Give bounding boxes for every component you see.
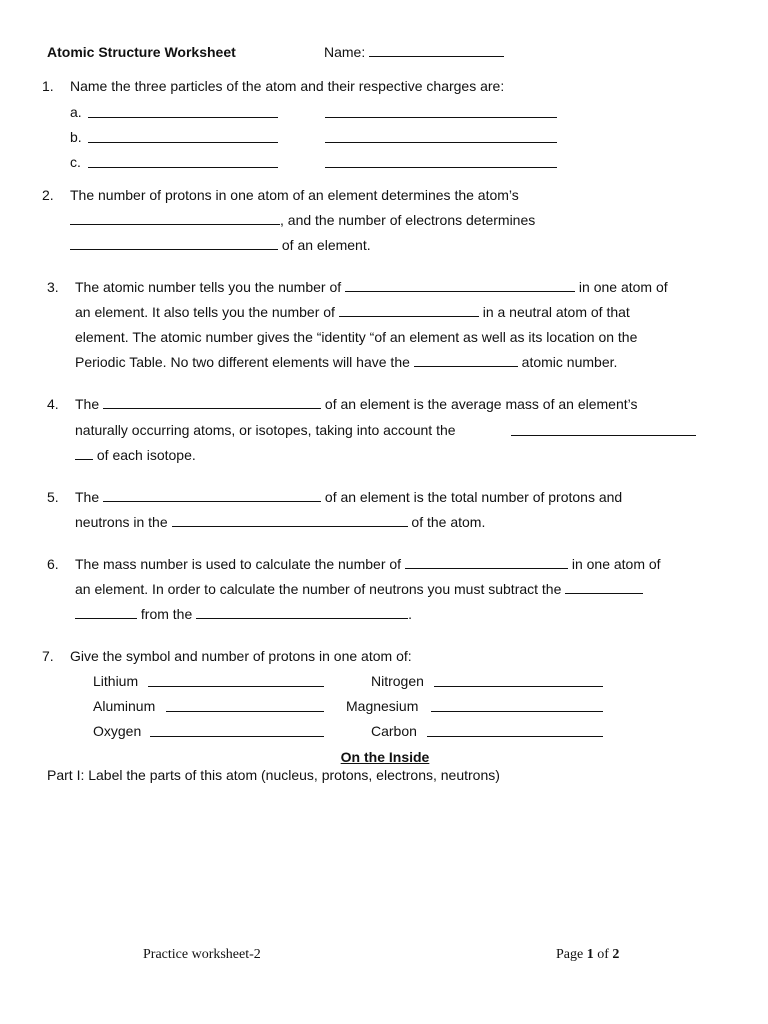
q2-line3 [70,236,371,254]
q6-blank-2a[interactable] [565,580,643,594]
q4-l1-before: The [75,396,100,412]
q5-number: 5. [47,489,59,505]
q5-l1-before: The [75,489,100,505]
q7-nitrogen-blank[interactable] [434,686,603,687]
page-of: of [593,947,613,962]
q2-blank-2[interactable] [70,236,278,250]
q3-l2-after: in a neutral atom of that [482,304,630,320]
q3-blank-2[interactable] [339,303,479,317]
q5-blank-1[interactable] [103,488,321,502]
page-total: 2 [612,947,620,962]
q3-number: 3. [47,279,59,295]
q4-blank-1[interactable] [103,395,321,409]
q4-blank-2b[interactable] [75,446,93,460]
q6-blank-3[interactable] [196,605,408,619]
worksheet-title: Atomic Structure Worksheet [47,44,236,60]
name-label [324,43,504,61]
q1a-particle-blank[interactable] [88,117,278,118]
q6-l1-after: in one atom of [571,556,661,572]
q1c-particle-blank[interactable] [88,167,278,168]
part1-instructions: Part I: Label the parts of this atom (nucleus, protons, electrons, neutrons) [47,767,500,783]
q1c-charge-blank[interactable] [325,167,557,168]
q3-l2-before: an element. It also tells you the number of [75,304,335,320]
q7-element-oxygen: Oxygen [93,723,142,739]
q5-line1 [75,488,622,506]
q6-l2-before: an element. In order to calculate the number of neutrons you must subtract the [75,581,562,597]
q7-text: Give the symbol and number of protons in one atom of: [70,648,412,664]
q5-line2 [75,513,485,531]
page-current: 1 [586,947,594,962]
q1-number: 1. [42,78,54,94]
q5-blank-2[interactable] [172,513,408,527]
q2-line3-text: of an element. [278,237,371,253]
q6-line1 [75,555,661,573]
q2-number: 2. [42,187,54,203]
q6-blank-1[interactable] [405,555,568,569]
q6-blank-2b[interactable] [75,605,137,619]
q4-l3-text: of each isotope. [96,447,196,463]
q1b-charge-blank[interactable] [325,142,557,143]
q4-l1-after: of an element is the average mass of an element’s [324,396,638,412]
q4-line3 [75,446,196,464]
q7-lithium-blank[interactable] [148,686,324,687]
section-title: On the Inside [340,749,430,765]
q3-l4-before: Periodic Table. No two different elements will have the [75,354,410,370]
q4-number: 4. [47,396,59,412]
footer-page-number [556,946,619,964]
q4-line2: naturally occurring atoms, or isotopes, taking into account the [75,422,456,438]
q7-number: 7. [42,648,54,664]
q1a-charge-blank[interactable] [325,117,557,118]
q7-element-magnesium: Magnesium [346,698,419,714]
q3-l4-after: atomic number. [521,354,618,370]
q7-magnesium-blank[interactable] [431,711,603,712]
q2-line2-text: , and the number of electrons determines [280,212,536,228]
q1b-particle-blank[interactable] [88,142,278,143]
q5-l2-after: of the atom. [411,514,486,530]
q6-number: 6. [47,556,59,572]
q7-carbon-blank[interactable] [427,736,603,737]
q2-line1: The number of protons in one atom of an element determines the atom’s [70,187,519,203]
q3-blank-3[interactable] [414,353,518,367]
q7-element-nitrogen: Nitrogen [371,673,424,689]
q4-line1 [75,395,638,413]
q3-l1-before: The atomic number tells you the number of [75,279,342,295]
q1-letter-c: c. [70,154,81,170]
q7-element-lithium: Lithium [93,673,139,689]
q2-line2 [70,211,535,229]
q7-element-carbon: Carbon [371,723,417,739]
q3-line1 [75,278,668,296]
q2-blank-1[interactable] [70,211,280,225]
q6-l3-end: . [408,606,413,622]
q7-element-aluminum: Aluminum [93,698,156,714]
q3-line2 [75,303,630,321]
q5-l2-before: neutrons in the [75,514,168,530]
name-label-text: Name: [324,44,366,60]
q6-l3-mid: from the [140,606,193,622]
q6-l1-before: The mass number is used to calculate the number of [75,556,402,572]
q1-text: Name the three particles of the atom and their respective charges are: [70,78,505,94]
q3-line4 [75,353,617,371]
q3-blank-1[interactable] [345,278,575,292]
page-prefix: Page [556,947,587,962]
q3-line3: element. The atomic number gives the “identity “of an element as well as its location on the [75,329,638,345]
q1-letter-a: a. [70,104,82,120]
q4-blank-2a[interactable] [511,435,696,436]
q3-l1-after: in one atom of [578,279,668,295]
name-blank[interactable] [369,43,504,57]
q1-letter-b: b. [70,129,82,145]
q5-l1-after: of an element is the total number of protons and [324,489,623,505]
q7-aluminum-blank[interactable] [166,711,324,712]
q6-line3 [75,605,412,623]
q6-line2 [75,580,643,598]
footer-worksheet-label: Practice worksheet-2 [143,947,261,962]
q7-oxygen-blank[interactable] [150,736,324,737]
